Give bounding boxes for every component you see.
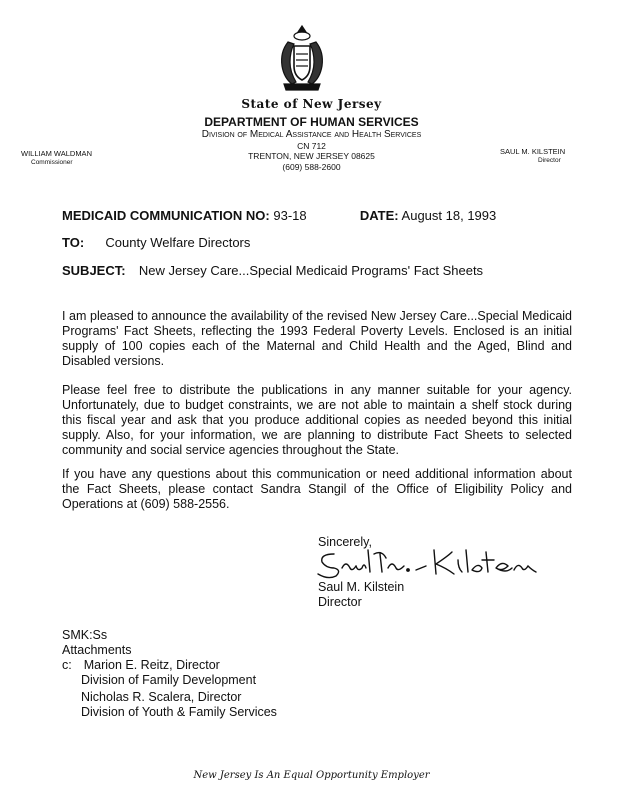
cc2-division: Division of Youth & Family Services: [81, 705, 277, 719]
director-title-header: Director: [538, 157, 561, 164]
cc-line-1: [62, 658, 220, 672]
body-paragraph-3: If you have any questions about this communication or need additional information about the Fact Sheets, please contact Sandra Stangil of the Office of Eligibility Policy and Operations at (609) 588-2556.: [62, 467, 572, 511]
communication-label: MEDICAID COMMUNICATION NO:: [62, 208, 270, 223]
cc1-division: Division of Family Development: [81, 673, 257, 687]
department-name: DEPARTMENT OF HUMAN SERVICES: [204, 115, 419, 129]
commissioner-name: WILLIAM WALDMAN: [21, 149, 92, 158]
subject-label: SUBJECT:: [62, 263, 126, 278]
address-line-1: CN 712: [297, 141, 326, 151]
typist-initials: SMK:Ss: [62, 628, 108, 642]
closing-salutation: Sincerely,: [318, 535, 372, 549]
attachments-label: Attachments: [62, 643, 132, 657]
equal-opportunity-footer: New Jersey Is An Equal Opportunity Employer: [193, 770, 430, 781]
cc2-name: Nicholas R. Scalera, Director: [81, 690, 242, 704]
address-line-2: TRENTON, NEW JERSEY 08625: [248, 151, 375, 161]
body-paragraph-2: Please feel free to distribute the publications in any manner suitable for your agency. Unfortunately, due to budget constraints, we are not able to maintain a shelf stock during this fiscal year and ask that you produce additional copies as needed beyond this initial supply. Also, for your information, we are planning to distribute Fact Sheets to selected community and social service agencies throughout the State.: [62, 383, 572, 457]
to-row: [62, 235, 250, 250]
division-name: Division of Medical Assistance and Health Services: [201, 129, 422, 140]
date-label: DATE:: [359, 208, 399, 223]
signatory-title: Director: [318, 595, 362, 609]
signatory-name: Saul M. Kilstein: [318, 580, 405, 594]
to-label: TO:: [62, 235, 85, 250]
subject-value: New Jersey Care...Special Medicaid Programs' Fact Sheets: [138, 263, 484, 278]
state-seal-icon: [266, 22, 338, 94]
subject-row: [62, 263, 483, 278]
office-phone: (609) 588-2600: [282, 162, 341, 172]
cc-label: c:: [62, 658, 72, 672]
handwritten-signature: [312, 546, 562, 580]
body-paragraph-1: I am pleased to announce the availability of the revised New Jersey Care...Special Medicaid Programs' Fact Sheets, reflecting the 1993 Federal Poverty Levels. Enclosed is an initial supply of 100 copies each of the Maternal and Child Health and the Aged, Blind and Disabled versions.: [62, 309, 572, 368]
communication-number: 93-18: [273, 208, 307, 223]
commissioner-title: Commissioner: [31, 159, 73, 166]
cc1-name: Marion E. Reitz, Director: [83, 658, 220, 672]
communication-row: [62, 208, 496, 223]
state-title: State of New Jersey: [241, 97, 382, 111]
director-name-header: SAUL M. KILSTEIN: [500, 147, 566, 156]
to-value: County Welfare Directors: [105, 235, 251, 250]
date-value: August 18, 1993: [401, 208, 497, 223]
